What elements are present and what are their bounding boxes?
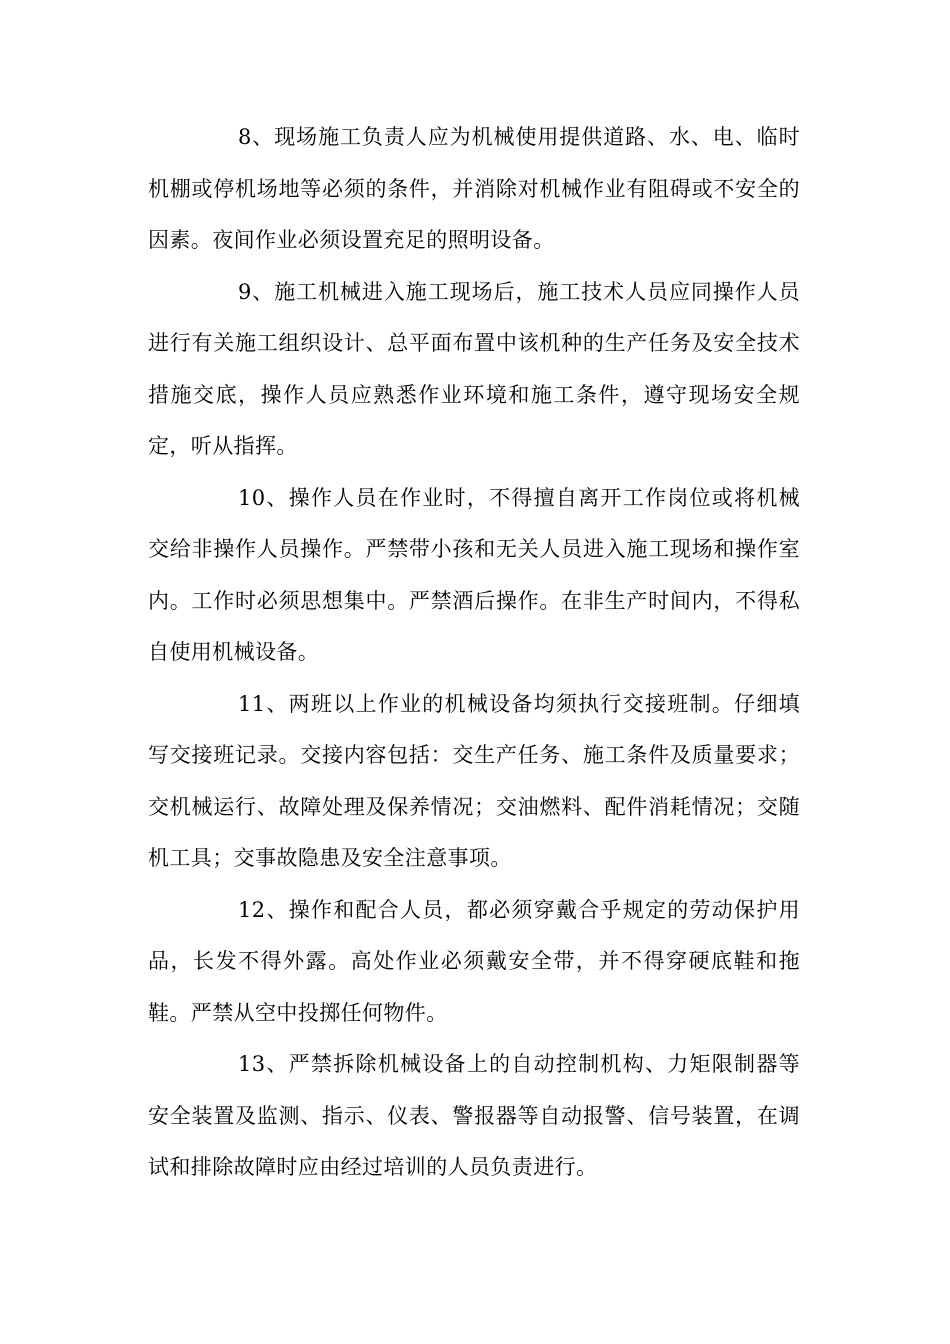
- paragraph-item-13: 13、严禁拆除机械设备上的自动控制机构、力矩限制器等安全装置及监测、指示、仪表、警报器等自动报警、信号装置，在调试和排除故障时应由经过培训的人员负责进行。: [148, 1052, 800, 1179]
- paragraph-item-10: 10、操作人员在作业时，不得擅自离开工作岗位或将机械交给非操作人员操作。严禁带小孩和无关人员进入施工现场和操作室内。工作时必须思想集中。严禁酒后操作。在非生产时间内，不得私自使用机械设备。: [148, 485, 800, 664]
- paragraph-item-9: 9、施工机械进入施工现场后，施工技术人员应同操作人员进行有关施工组织设计、总平面布置中该机种的生产任务及安全技术措施交底，操作人员应熟悉作业环境和施工条件，遵守现场安全规定，听从指挥。: [148, 279, 800, 458]
- paragraph-item-8: 8、现场施工负责人应为机械使用提供道路、水、电、临时机棚或停机场地等必须的条件，并消除对机械作业有阻碍或不安全的因素。夜间作业必须设置充足的照明设备。: [148, 125, 800, 252]
- document-body: [148, 112, 800, 1194]
- paragraph-item-11: 11、两班以上作业的机械设备均须执行交接班制。仔细填写交接班记录。交接内容包括：交生产任务、施工条件及质量要求；交机械运行、故障处理及保养情况；交油燃料、配件消耗情况；交随机工具；交事故隐患及安全注意事项。: [148, 691, 800, 870]
- paragraph-item-12: 12、操作和配合人员，都必须穿戴合乎规定的劳动保护用品，长发不得外露。高处作业必须戴安全带，并不得穿硬底鞋和拖鞋。严禁从空中投掷任何物件。: [148, 897, 800, 1025]
